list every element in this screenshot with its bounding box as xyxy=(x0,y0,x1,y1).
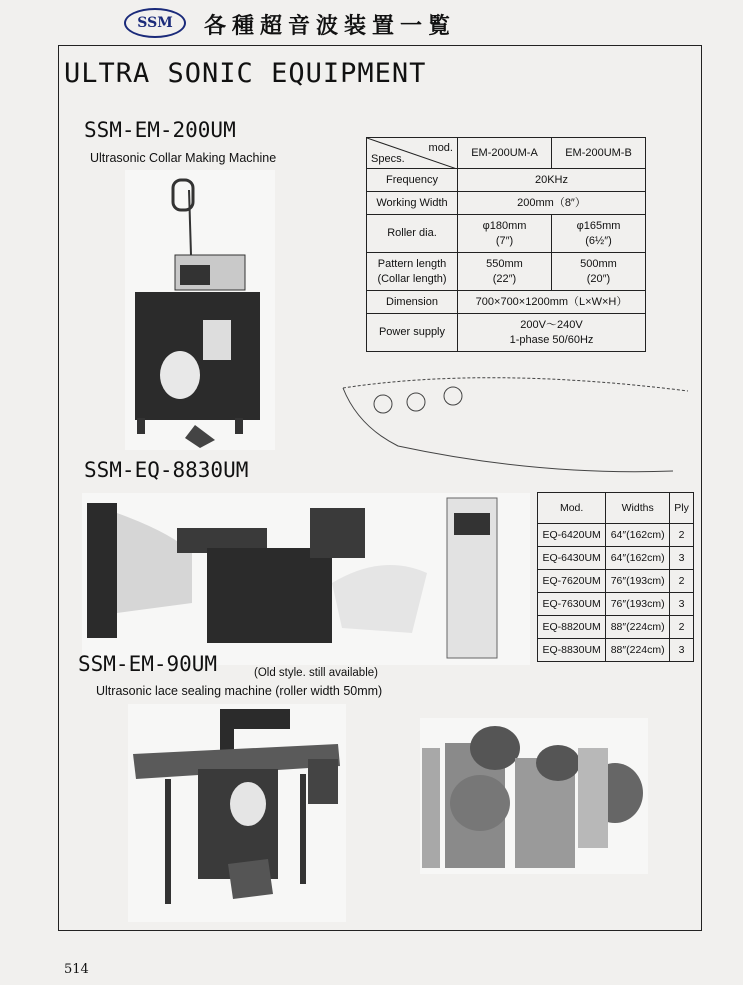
working-width-value: 200mm（8″） xyxy=(458,192,646,215)
roller-a xyxy=(458,215,552,253)
eq-row-model: EQ-7620UM xyxy=(538,570,606,593)
power-label: Power supply xyxy=(367,314,458,352)
eq-header-mod: Mod. xyxy=(538,493,606,524)
rollers-photo xyxy=(420,718,648,874)
dimension-label: Dimension xyxy=(367,291,458,314)
ssm-logo xyxy=(124,8,186,38)
pattern-b xyxy=(552,253,646,291)
frequency-label: Frequency xyxy=(367,169,458,192)
quilting-machine-image xyxy=(82,493,530,665)
pattern-a xyxy=(458,253,552,291)
pattern-a-line2: (22″) xyxy=(492,272,517,285)
model-title-em200: SSM-EM-200UM xyxy=(84,118,236,142)
model-title-em90: SSM-EM-90UM xyxy=(78,652,218,676)
jp-title: 各種超音波装置一覧 xyxy=(204,13,457,39)
pattern-label-line1: Pattern length xyxy=(377,257,447,270)
power-value xyxy=(458,314,646,352)
em90-note: (Old style. still available) xyxy=(254,667,378,679)
corner-mod: mod. xyxy=(428,142,453,154)
pattern-label-line2: (Collar length) xyxy=(377,272,447,285)
dimension-value: 700×700×1200mm（L×W×H） xyxy=(458,291,646,314)
pattern-b-line2: (20″) xyxy=(586,272,611,285)
power-value-line2: 1-phase 50/60Hz xyxy=(509,333,594,346)
eq-row-model: EQ-6420UM xyxy=(538,524,606,547)
desc-em200: Ultrasonic Collar Making Machine xyxy=(90,151,277,165)
table-row xyxy=(538,593,694,616)
eq-header-ply: Ply xyxy=(670,493,694,524)
page-number: 514 xyxy=(64,962,89,977)
em200-spec-table xyxy=(366,137,646,352)
eq-row-width: 64″(162cm) xyxy=(606,524,670,547)
collar-machine-image xyxy=(125,170,275,450)
logo-text: SSM xyxy=(137,15,173,31)
spec-corner-cell xyxy=(367,138,458,169)
roller-b-line2: (6½″) xyxy=(585,234,612,247)
lace-collar-drawing xyxy=(338,366,698,478)
eq-row-width: 88″(224cm) xyxy=(606,639,670,662)
eq-row-ply: 2 xyxy=(670,570,694,593)
eq-row-model: EQ-6430UM xyxy=(538,547,606,570)
desc-em90: Ultrasonic lace sealing machine (roller width 50mm) xyxy=(96,684,383,698)
lace-sealing-machine-image xyxy=(128,704,346,922)
table-row xyxy=(538,616,694,639)
pattern-label xyxy=(367,253,458,291)
main-title: ULTRA SONIC EQUIPMENT xyxy=(64,58,427,89)
pattern-b-line1: 500mm xyxy=(580,257,617,270)
eq-row-ply: 3 xyxy=(670,639,694,662)
eq-row-ply: 2 xyxy=(670,616,694,639)
roller-label: Roller dia. xyxy=(367,215,458,253)
eq-row-width: 76″(193cm) xyxy=(606,570,670,593)
model-title-eq8830: SSM-EQ-8830UM xyxy=(84,458,249,482)
eq-row-ply: 3 xyxy=(670,547,694,570)
eq-row-width: 88″(224cm) xyxy=(606,616,670,639)
working-width-label: Working Width xyxy=(367,192,458,215)
pattern-a-line1: 550mm xyxy=(486,257,523,270)
table-row xyxy=(538,639,694,662)
table-row xyxy=(538,570,694,593)
eq-header-widths: Widths xyxy=(606,493,670,524)
roller-a-line1: φ180mm xyxy=(482,219,527,232)
table-row xyxy=(538,524,694,547)
eq-row-model: EQ-7630UM xyxy=(538,593,606,616)
roller-b-line1: φ165mm xyxy=(576,219,621,232)
eq-row-width: 64″(162cm) xyxy=(606,547,670,570)
eq-model-table xyxy=(537,492,694,662)
eq-row-model: EQ-8830UM xyxy=(538,639,606,662)
roller-b xyxy=(552,215,646,253)
corner-specs: Specs. xyxy=(371,153,405,165)
col-header-a: EM-200UM-A xyxy=(458,138,552,169)
power-value-line1: 200V～240V xyxy=(520,318,583,331)
eq-row-width: 76″(193cm) xyxy=(606,593,670,616)
frequency-value: 20KHz xyxy=(458,169,646,192)
col-header-b: EM-200UM-B xyxy=(552,138,646,169)
eq-row-ply: 2 xyxy=(670,524,694,547)
roller-a-line2: (7″) xyxy=(495,234,514,247)
eq-row-ply: 3 xyxy=(670,593,694,616)
eq-row-model: EQ-8820UM xyxy=(538,616,606,639)
table-row xyxy=(538,547,694,570)
